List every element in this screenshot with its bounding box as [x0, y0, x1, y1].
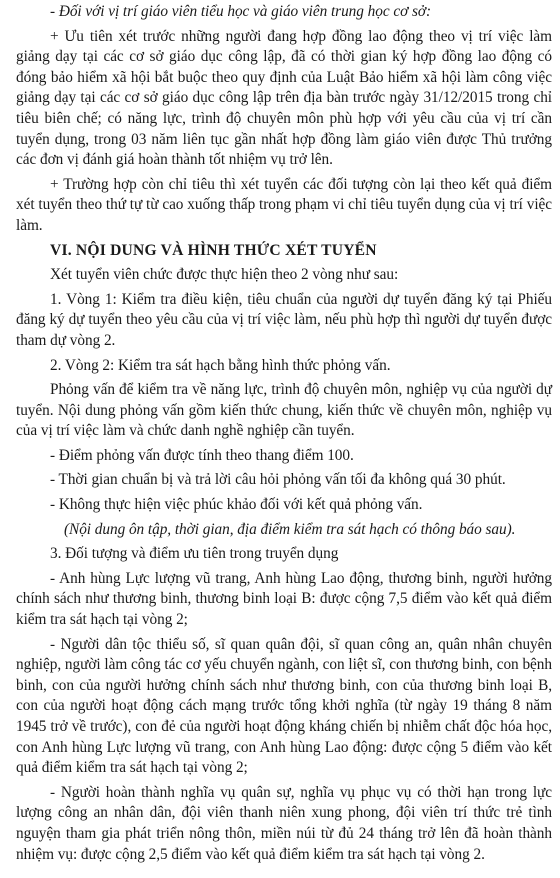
priority-1-paragraph: + Ưu tiên xét trước những người đang hợp đồng lao động theo vị trí việc làm giảng dạy tại các cơ sở giáo dục công lập, đã có thời gian ký hợp đồng lao động có đóng bảo hiểm xã hội bắt buộc theo quy định của Luật Bảo hiểm xã hội làm công việc giảng dạy tại các cơ sở giáo dục công lập trên địa bàn trước ngày 31/12/2015 trong chỉ tiêu biên chế; có năng lực, trình độ chuyên môn phù hợp với yêu cầu của vị trí cần tuyển dụng, trong 03 năm liên tục gần nhất hợp đồng làm giáo viên được Thủ trưởng các đơn vị đánh giá hoàn thành tốt nhiệm vụ trở lên.: [16, 27, 552, 169]
no-review-item: - Không thực hiện việc phúc khảo đối với kết quả phỏng vấn.: [50, 496, 423, 514]
intro-heading: - Đối với vị trí giáo viên tiểu học và giáo viên trung học cơ sở:: [50, 3, 432, 20]
interview-content-paragraph: Phỏng vấn để kiểm tra về năng lực, trình độ chuyên môn, nghiệp vụ của người dự tuyển. Nội dung phỏng vấn gồm kiến thức chung, kiến thức về chuyên môn, nghiệp vụ của vị trí việc làm và chức danh nghề nghiệp cần tuyển.: [16, 381, 552, 440]
priority-2-paragraph: + Trường hợp còn chỉ tiêu thì xét tuyển các đối tượng còn lại theo kết quả điểm xét tuyển theo thứ tự từ cao xuống thấp trong phạm vi chỉ tiêu tuyển dụng của vị trí việc làm.: [16, 175, 552, 234]
time-limit-item: - Thời gian chuẩn bị và trả lời câu hỏi phỏng vấn tối đa không quá 30 phút.: [50, 471, 506, 489]
score-scale-item: - Điểm phỏng vấn được tính theo thang điểm 100.: [50, 446, 354, 464]
bonus-5-item: - Người dân tộc thiểu số, sĩ quan quân đội, sĩ quan công an, quân nhân chuyên nghiệp, người làm công tác cơ yếu chuyển ngành, con liệt sĩ, con thương binh, con bệnh binh, con của người hưởng chính sách như thương binh, con của thương binh loại B, con của người hoạt động cách mạng trước tổng khởi nghĩa (từ ngày 19 tháng 8 năm 1945 trở về trước), con đẻ của người hoạt động kháng chiến bị nhiễm chất độc hóa học, con Anh hùng Lực lượng vũ trang, con Anh hùng Lao động: được cộng 5 điểm vào kết quả điểm kiểm tra sát hạch tại vòng 2;: [16, 635, 552, 777]
bonus-2-5-item: - Người hoàn thành nghĩa vụ quân sự, nghĩa vụ phục vụ có thời hạn trong lực lượng công an nhân dân, đội viên thanh niên xung phong, đội viên trí thức trẻ tình nguyện tham gia phát triển nông thôn, miền núi từ đủ 24 tháng trở lên đã hoàn thành nhiệm vụ: được cộng 2,5 điểm vào kết quả điểm kiểm tra sát hạch tại vòng 2.: [16, 783, 552, 863]
bonus-7-5-item: - Anh hùng Lực lượng vũ trang, Anh hùng Lao động, thương binh, người hưởng chính sách như thương binh, thương binh loại B: được cộng 7,5 điểm vào kết quả điểm kiểm tra sát hạch tại vòng 2;: [16, 569, 552, 629]
schedule-note: (Nội dung ôn tập, thời gian, địa điểm kiểm tra sát hạch có thông báo sau).: [64, 520, 516, 538]
section-intro: Xét tuyển viên chức được thực hiện theo 2 vòng như sau:: [50, 266, 399, 284]
priority-heading: 3. Đối tượng và điểm ưu tiên trong truyển dụng: [50, 545, 339, 563]
round-1-paragraph: 1. Vòng 1: Kiểm tra điều kiện, tiêu chuẩn của người dự tuyển đăng ký tại Phiếu đăng ký dự tuyển theo yêu cầu của vị trí việc làm, nếu phù hợp thì người dự tuyển được tham dự vòng 2.: [16, 290, 552, 349]
round-2-paragraph: 2. Vòng 2: Kiểm tra sát hạch bằng hình thức phỏng vấn.: [50, 356, 391, 374]
section-heading: VI. NỘI DUNG VÀ HÌNH THỨC XÉT TUYỂN: [50, 241, 377, 259]
